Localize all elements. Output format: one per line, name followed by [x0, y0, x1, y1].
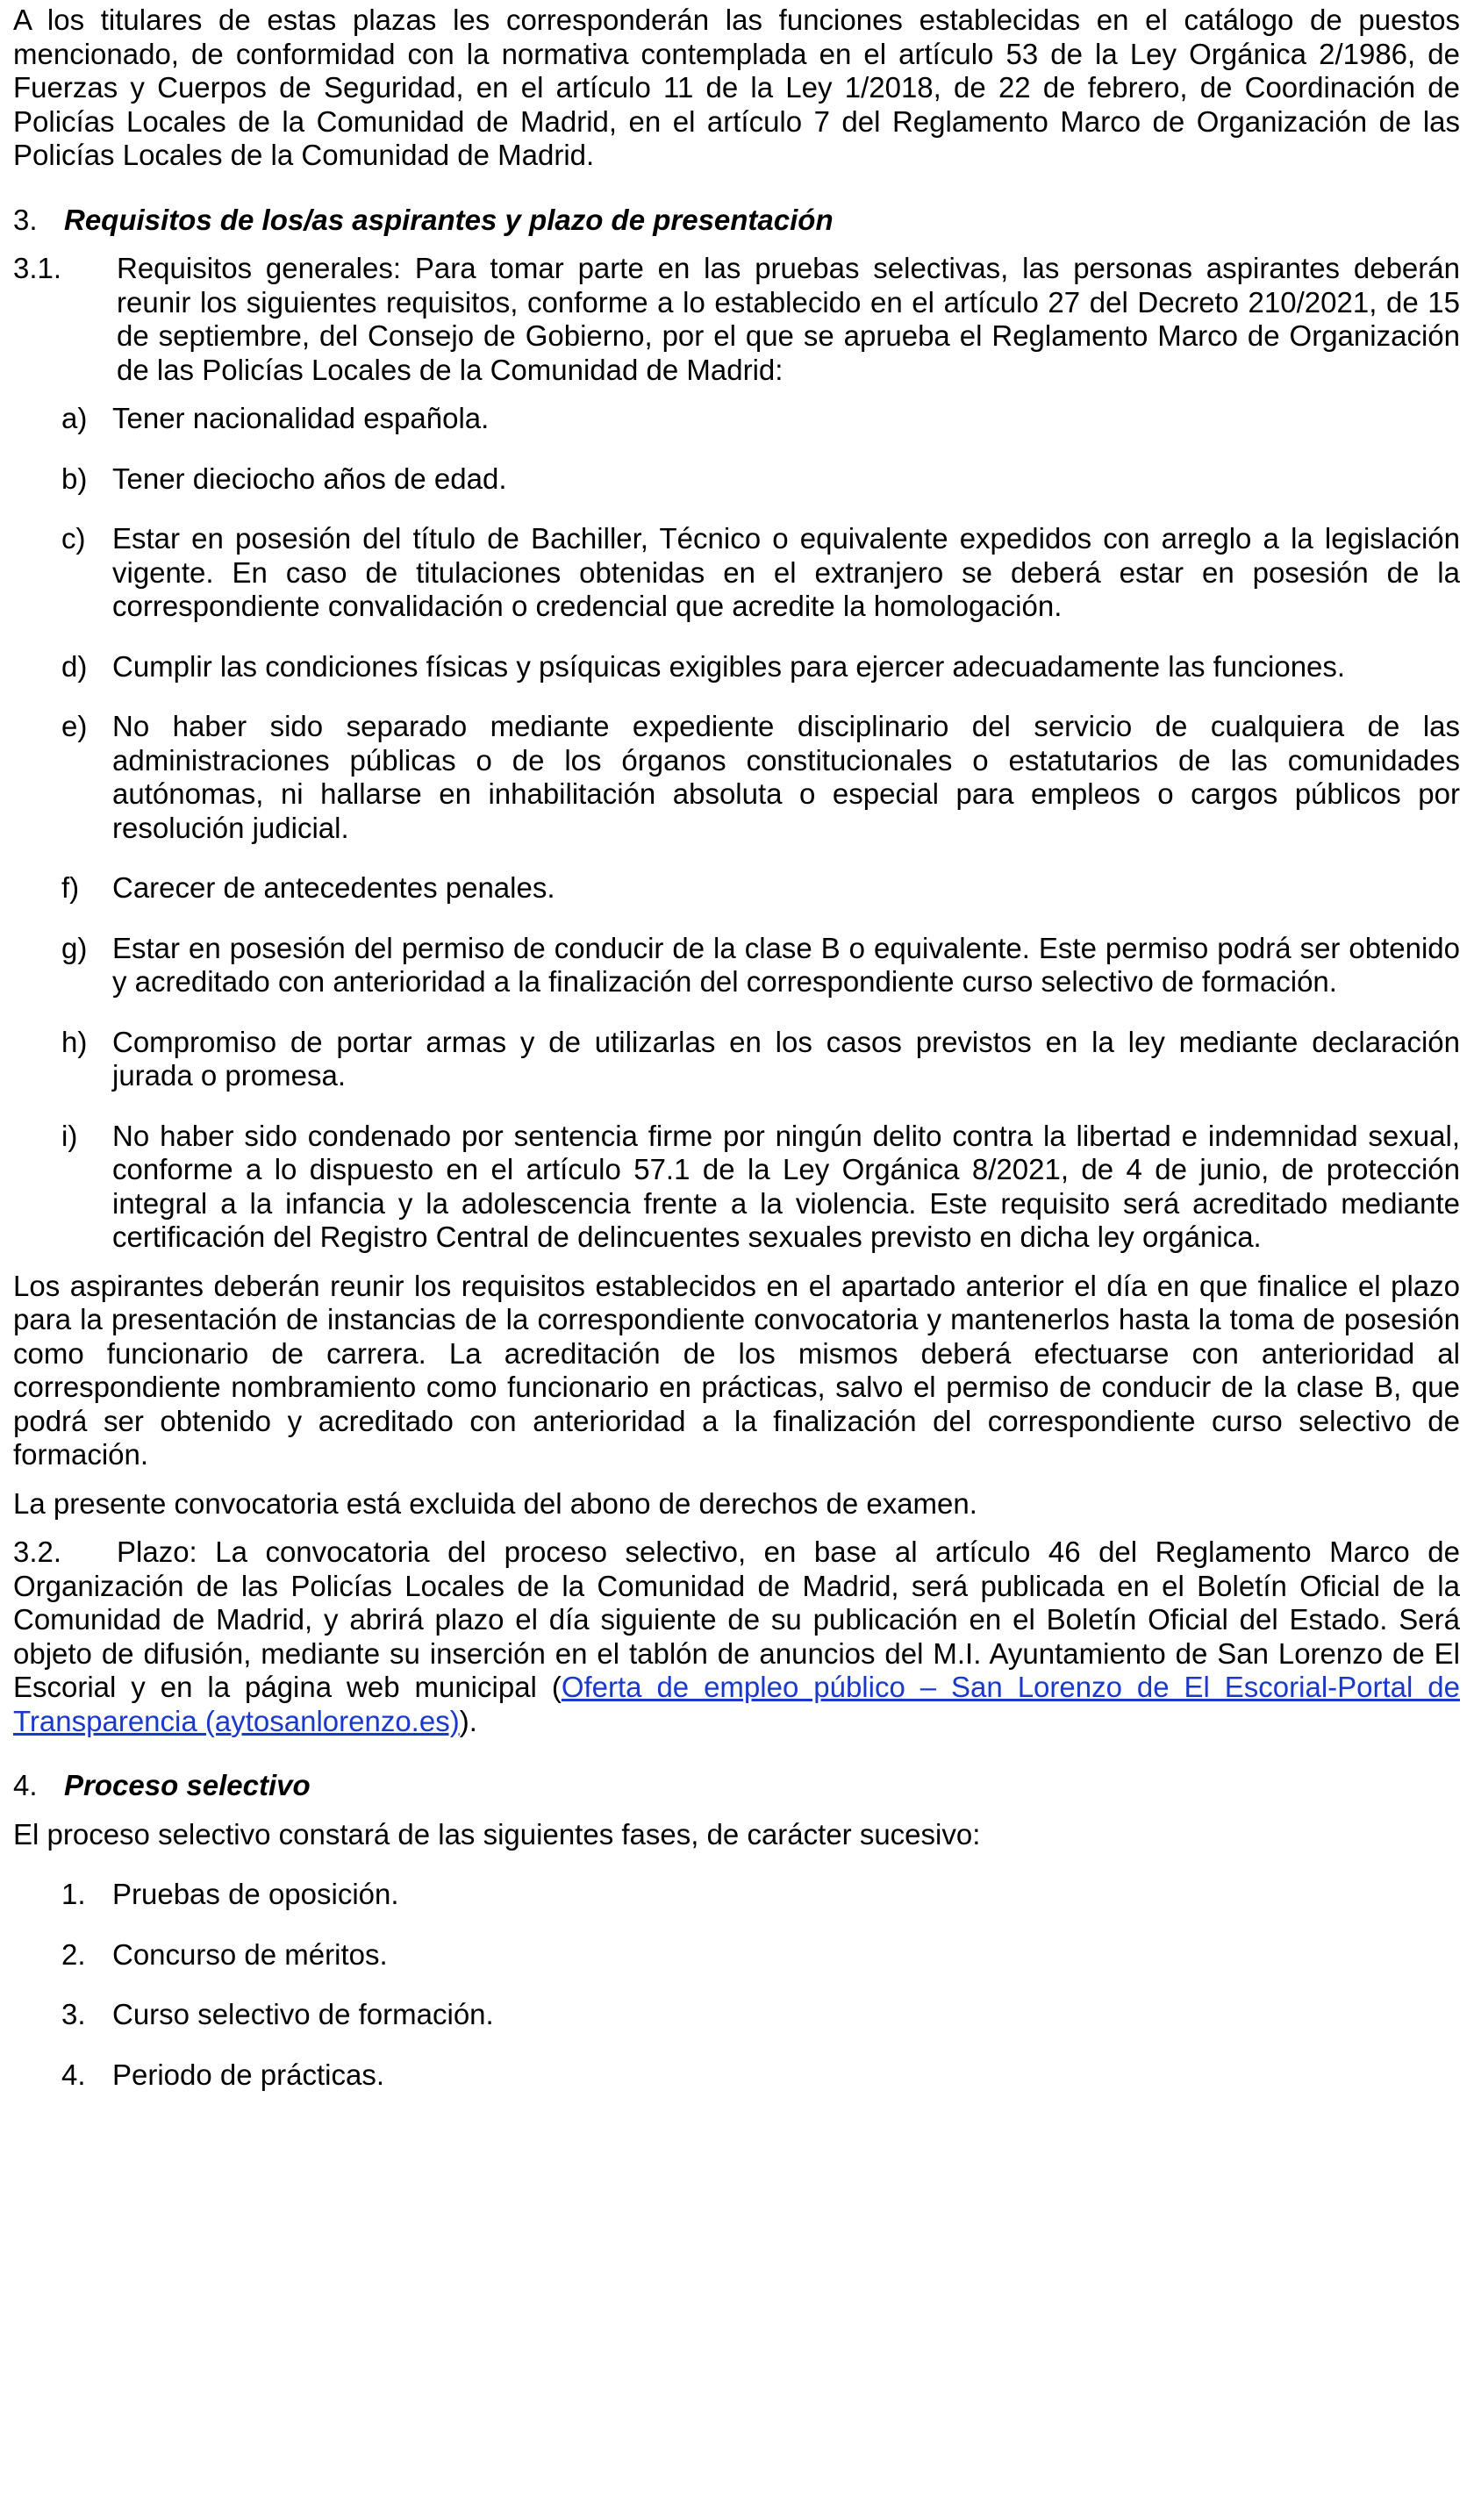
list-item-text: Estar en posesión del título de Bachiller, Técnico o equivalente expedidos con arreglo a la legislación vigente. En caso de titulaciones obtenidas en el extranjero se deberá estar en posesión de la correspondiente convalidación o credencial que acredite la homologación. [112, 522, 1460, 622]
list-item-text: Compromiso de portar armas y de utilizarlas en los casos previstos en la ley mediante declaración jurada o promesa. [112, 1025, 1460, 1092]
exam-fee-note: La presente convocatoria está excluida del abono de derechos de examen. [13, 1486, 977, 1520]
list-item [13, 1878, 1460, 1912]
list-item-text: Tener nacionalidad española. [112, 402, 490, 434]
list-item [13, 710, 1460, 845]
list-item-marker: e) [61, 710, 88, 742]
list-item [13, 1938, 1460, 1972]
section-4-number: 4. [13, 1769, 38, 1801]
subsection-3-2-number: 3.2. [13, 1536, 62, 1568]
list-item [13, 1998, 1460, 2032]
section-4-heading [13, 1769, 1460, 1803]
list-item-text: Curso selectivo de formación. [112, 1998, 494, 2030]
list-item [13, 1120, 1460, 1255]
section-3-number: 3. [13, 203, 38, 236]
list-item [13, 871, 1460, 906]
list-item-text: No haber sido condenado por sentencia firme por ningún delito contra la libertad e indemnidad sexual, conforme a lo dispuesto en el artículo 57.1 de la Ley Orgánica 8/2021, de 4 de junio, de protección integral a la infancia y la adolescencia frente a la violencia. Este requisito será acreditado mediante certificación del Registro Central de delincuentes sexuales previsto en dicha ley orgánica. [112, 1119, 1460, 1253]
list-item-marker: 4. [61, 2058, 86, 2091]
list-item-text: Estar en posesión del permiso de conducir de la clase B o equivalente. Este permiso podrá ser obtenido y acreditado con anterioridad a la finalización del correspondiente curso selectivo de formación. [112, 931, 1460, 998]
subsection-3-1-number: 3.1. [13, 252, 62, 284]
list-item [13, 932, 1460, 999]
subsection-3-1-text: Requisitos generales: Para tomar parte en las pruebas selectivas, las personas aspirantes deberán reunir los siguientes requisitos, conforme a lo establecido en el artículo 27 del Decreto 210/2021, de 15 de septiembre, del Consejo de Gobierno, por el que se aprueba el Reglamento Marco de Organización de las Policías Locales de la Comunidad de Madrid: [117, 252, 1460, 386]
list-item-text: No haber sido separado mediante expediente disciplinario del servicio de cualquiera de las administraciones públicas o de los órganos constitucionales o estatutarios de las comunidades autónomas, ni hallarse en inhabilitación absoluta o especial para empleos o cargos públicos por resolución judicial. [112, 710, 1460, 844]
list-item-marker: b) [61, 462, 88, 495]
list-item [13, 2058, 1460, 2093]
list-item-text: Periodo de prácticas. [112, 2058, 385, 2091]
list-item-marker: i) [61, 1119, 78, 1152]
list-item [13, 650, 1460, 684]
section-4-title: Proceso selectivo [64, 1769, 311, 1801]
list-item-marker: f) [61, 871, 80, 904]
section-4-intro: El proceso selectivo constará de las siguientes fases, de carácter sucesivo: [13, 1817, 981, 1851]
list-item-text: Concurso de méritos. [112, 1937, 388, 1971]
section-3-heading [13, 204, 1460, 238]
list-item [13, 402, 1460, 436]
list-item-marker: 3. [61, 1998, 86, 2030]
list-item-marker: g) [61, 931, 88, 964]
list-item-marker: d) [61, 649, 88, 683]
list-item-text: Pruebas de oposición. [112, 1878, 399, 1910]
intro-paragraph: A los titulares de estas plazas les corresponderán las funciones establecidas en el catálogo de puestos mencionado, de conformidad con la normativa contemplada en el artículo 53 de la Ley Orgánica 2/1986, de Fuerzas y Cuerpos de Seguridad, en el artículo 11 de la Ley 1/2018, de 22 de febrero, de Coordinación de Policías Locales de la Comunidad de Madrid, en el artículo 7 del Reglamento Marco de Organización de las Policías Locales de la Comunidad de Madrid. [13, 4, 1460, 171]
subsection-3-2-text: Plazo: La convocatoria del proceso selectivo, en base al artículo 46 del Reglamento Marco de Organización de las Policías Locales de la Comunidad de Madrid, será publicada en el Boletín Oficial de la Comunidad de Madrid, y abrirá plazo el día siguiente de su publicación en el Boletín Oficial del Estado. Será objeto de difusión, mediante su inserción en el tablón de anuncios del M.I. Ayuntamiento de San Lorenzo de El Escorial y en la página web municipal ( [13, 1536, 1460, 1703]
list-item-marker: a) [61, 402, 88, 434]
list-item-text: Tener dieciocho años de edad. [112, 462, 507, 495]
list-item [13, 462, 1460, 497]
requirements-list [13, 402, 1460, 1255]
requirements-deadline-paragraph: Los aspirantes deberán reunir los requisitos establecidos en el apartado anterior el día en que finalice el plazo para la presentación de instancias de la correspondiente convocatoria y mantenerlos hasta la toma de posesión como funcionario de carrera. La acreditación de los mismos deberá efectuarse con anterioridad al correspondiente nombramiento como funcionario en prácticas, salvo el permiso de conducir de la clase B, que podrá ser obtenido y acreditado con anterioridad a la finalización del correspondiente curso selectivo de formación. [13, 1269, 1460, 1471]
list-item-marker: 1. [61, 1878, 86, 1910]
list-item-marker: 2. [61, 1937, 86, 1971]
subsection-3-1 [13, 252, 1460, 387]
subsection-3-2 [13, 1536, 1460, 1738]
subsection-3-2-text-end: ). [459, 1704, 477, 1737]
section-3-title: Requisitos de los/as aspirantes y plazo de presentación [64, 203, 834, 236]
list-item [13, 1026, 1460, 1093]
list-item-marker: c) [61, 522, 86, 555]
list-item-marker: h) [61, 1025, 88, 1058]
list-item [13, 522, 1460, 624]
phases-list [13, 1878, 1460, 2092]
list-item-text: Carecer de antecedentes penales. [112, 871, 555, 904]
employment-offer-link[interactable]: Oferta de empleo público – San Lorenzo de El Escorial-Portal de Transparencia (aytosanlorenzo.es) [13, 1671, 1460, 1737]
list-item-text: Cumplir las condiciones físicas y psíquicas exigibles para ejercer adecuadamente las funciones. [112, 649, 1346, 683]
